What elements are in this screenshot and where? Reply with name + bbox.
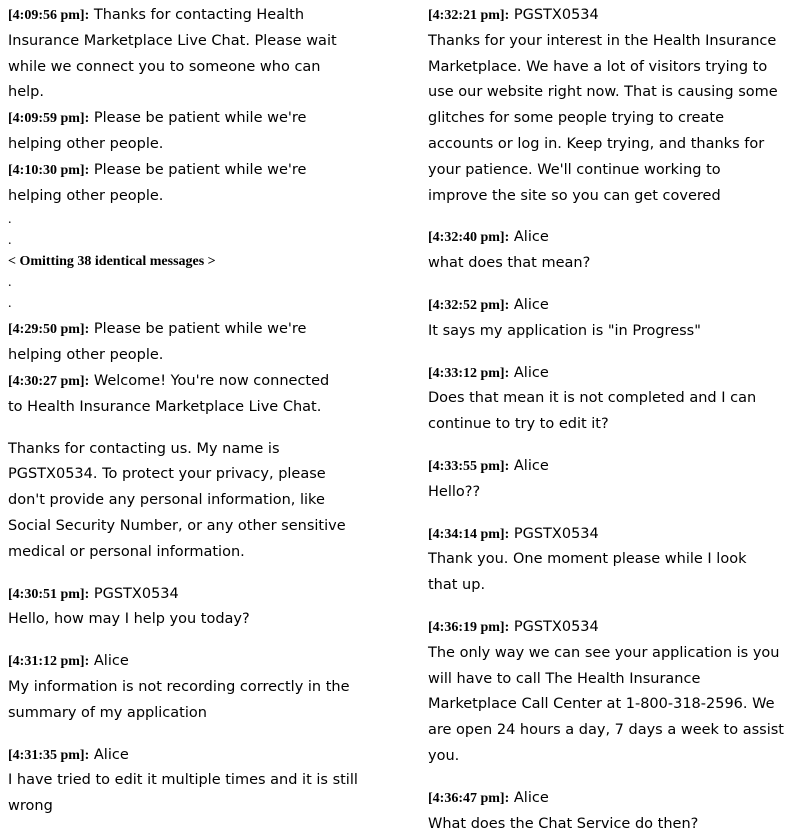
message-text: use our website right now. That is causing some	[428, 84, 778, 101]
timestamp: [4:33:55 pm]:	[428, 458, 510, 474]
sender-name: PGSTX0534	[513, 7, 599, 23]
message-text: accounts or log in. Keep trying, and thanks for	[428, 135, 765, 152]
timestamp: [4:30:51 pm]:	[8, 586, 90, 602]
message-text: help.	[8, 84, 44, 101]
message-text: will have to call The Health Insurance	[428, 670, 701, 687]
message-text: medical or personal information.	[8, 543, 245, 560]
timestamp: [4:09:56 pm]:	[8, 8, 90, 23]
chat-message	[8, 649, 408, 726]
message-text: helping other people.	[8, 347, 164, 364]
timestamp: [4:10:30 pm]:	[8, 162, 90, 178]
chat-message	[428, 454, 786, 506]
message-text: Thanks for contacting Health	[93, 7, 305, 23]
timestamp: [4:36:19 pm]:	[428, 619, 510, 635]
chat-message	[8, 582, 408, 634]
sender-name: PGSTX0534	[513, 525, 599, 542]
message-text: Hello??	[428, 483, 481, 500]
message-text: don't provide any personal information, like	[8, 492, 325, 509]
chat-message	[8, 743, 408, 820]
message-text: Thanks for your interest in the Health Insurance	[428, 32, 777, 49]
timestamp: [4:32:52 pm]:	[428, 297, 510, 313]
chat-message	[8, 3, 408, 106]
message-text: Does that mean it is not completed and I can	[428, 390, 757, 407]
message-text: helping other people.	[8, 187, 164, 204]
message-text: that up.	[428, 577, 486, 594]
sender-name: Alice	[513, 789, 549, 806]
message-text: Thanks for contacting us. My name is	[8, 440, 280, 457]
chat-message	[8, 106, 408, 158]
message-text: helping other people.	[8, 135, 164, 152]
timestamp: [4:36:47 pm]:	[428, 790, 510, 806]
sender-name: Alice	[93, 653, 129, 670]
message-text: Social Security Number, or any other sensitive	[8, 517, 346, 534]
message-text: are open 24 hours a day, 7 days a week to assist	[428, 722, 784, 739]
chat-message	[428, 361, 786, 438]
chat-message	[8, 369, 408, 566]
message-text: Insurance Marketplace Live Chat. Please wait	[8, 32, 337, 49]
chat-message	[428, 786, 786, 837]
message-text: PGSTX0534. To protect your privacy, please	[8, 466, 326, 483]
timestamp: [4:09:59 pm]:	[8, 111, 90, 127]
chat-message	[428, 3, 786, 209]
chat-message	[428, 615, 786, 770]
message-text: Welcome! You're now connected	[93, 372, 330, 389]
sender-name: Alice	[513, 229, 549, 246]
chat-message	[428, 522, 786, 599]
message-text: Thank you. One moment please while I look	[428, 551, 747, 568]
message-text: Please be patient while we're	[93, 321, 307, 338]
sender-name: Alice	[93, 746, 129, 763]
message-text: Please be patient while we're	[93, 110, 307, 127]
message-text: What does the Chat Service do then?	[428, 815, 699, 832]
timestamp: [4:31:35 pm]:	[8, 747, 90, 763]
chat-log-right-column	[428, 3, 786, 837]
chat-message	[8, 158, 408, 210]
timestamp: [4:32:40 pm]:	[428, 230, 510, 246]
message-text: improve the site so you can get covered	[428, 187, 721, 204]
message-text: you.	[428, 747, 460, 764]
message-text: what does that mean?	[428, 255, 591, 272]
message-text: It says my application is "in Progress"	[428, 322, 701, 339]
message-text: summary of my application	[8, 704, 207, 721]
ellipsis-dot: .	[8, 212, 12, 228]
timestamp: [4:30:27 pm]:	[8, 373, 90, 389]
sender-name: PGSTX0534	[93, 585, 179, 602]
message-paragraph	[8, 437, 408, 566]
message-text: Please be patient while we're	[93, 161, 307, 178]
message-text: your patience. We'll continue working to	[428, 161, 721, 178]
ellipsis-dot: .	[8, 275, 12, 291]
message-text: My information is not recording correctly in the	[8, 678, 350, 695]
message-text: Marketplace Call Center at 1-800-318-2596. We	[428, 696, 775, 713]
timestamp: [4:29:50 pm]:	[8, 322, 90, 338]
message-text: to Health Insurance Marketplace Live Chat.	[8, 398, 322, 415]
ellipsis-dot: .	[8, 296, 12, 312]
sender-name: Alice	[513, 457, 549, 474]
message-text: Hello, how may I help you today?	[8, 611, 250, 628]
message-text: while we connect you to someone who can	[8, 58, 321, 75]
sender-name: Alice	[513, 296, 549, 313]
timestamp: [4:32:21 pm]:	[428, 8, 510, 23]
message-text: The only way we can see your application is you	[428, 644, 780, 661]
timestamp: [4:34:14 pm]:	[428, 526, 510, 542]
sender-name: Alice	[513, 364, 549, 381]
message-text: continue to try to edit it?	[428, 416, 609, 433]
omitted-messages-marker	[8, 209, 408, 314]
message-text: glitches for some people trying to create	[428, 110, 725, 127]
message-text: Marketplace. We have a lot of visitors trying to	[428, 58, 768, 75]
chat-log-left-column	[8, 3, 408, 820]
message-text: I have tried to edit it multiple times and it is still	[8, 772, 358, 789]
timestamp: [4:31:12 pm]:	[8, 654, 90, 670]
ellipsis-dot: .	[8, 233, 12, 249]
chat-message	[8, 317, 408, 369]
timestamp: [4:33:12 pm]:	[428, 365, 510, 381]
message-text: wrong	[8, 798, 53, 815]
chat-message	[428, 225, 786, 277]
chat-message	[428, 293, 786, 345]
omitted-messages-notice: < Omitting 38 identical messages >	[8, 254, 216, 270]
sender-name: PGSTX0534	[513, 618, 599, 635]
